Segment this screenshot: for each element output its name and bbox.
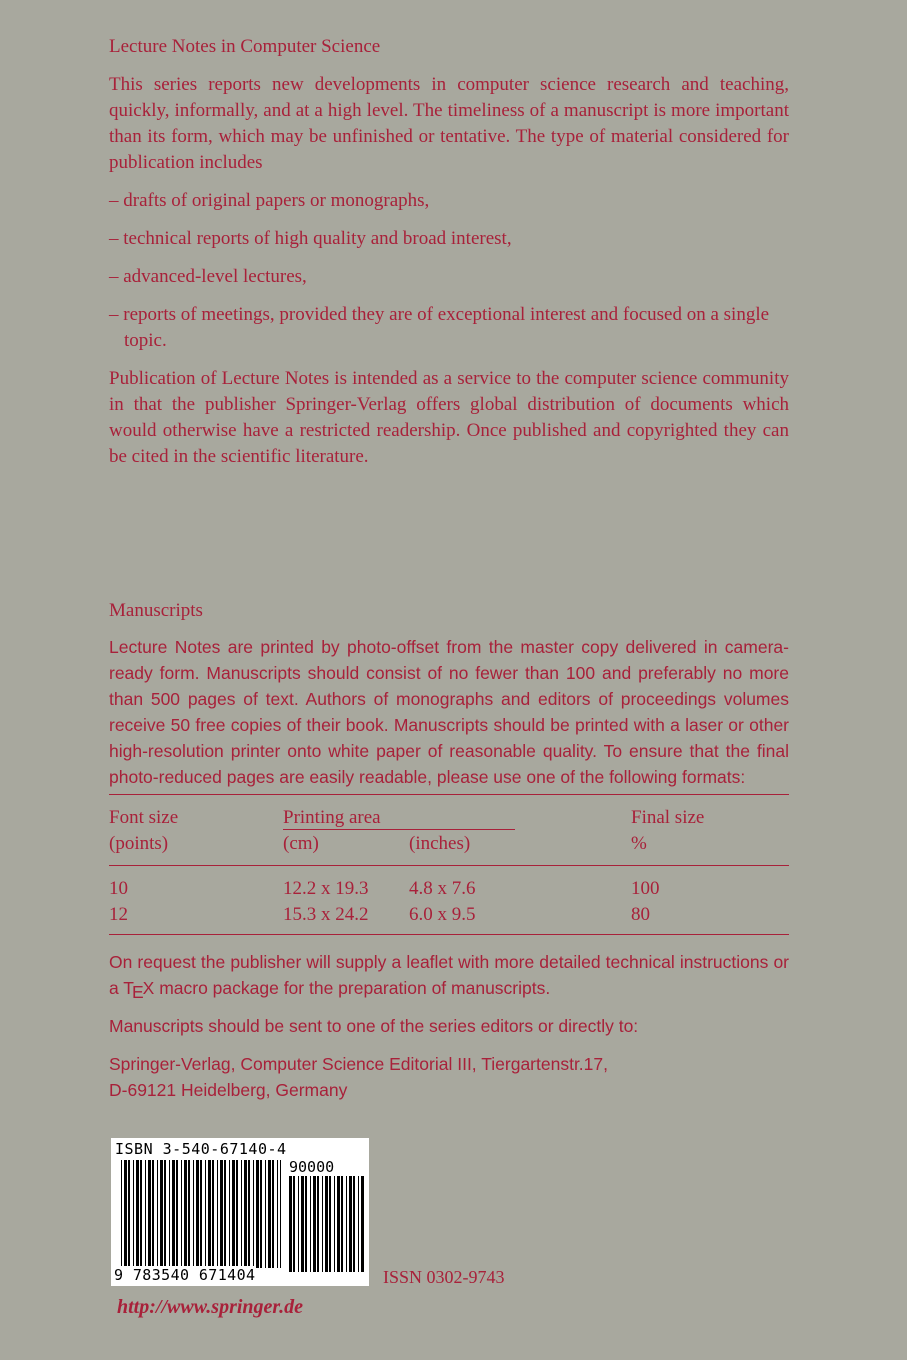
springer-url-link[interactable]: http://www.springer.de xyxy=(117,1296,303,1318)
cell-font: 10 xyxy=(109,878,128,899)
unit-cm: (cm) xyxy=(283,831,409,866)
cell-final: 80 xyxy=(631,904,650,925)
header-printing-area: Printing area xyxy=(283,807,515,830)
list-item: – technical reports of high quality and broad interest, xyxy=(109,228,512,249)
table-row xyxy=(109,902,789,935)
cell-final: 100 xyxy=(631,878,660,899)
isbn-text: ISBN 3-540-67140-4 xyxy=(115,1140,287,1158)
manuscripts-section xyxy=(109,600,789,1103)
unit-points: (points) xyxy=(109,831,283,866)
address-line-2: D-69121 Heidelberg, Germany xyxy=(109,1080,348,1100)
issn: ISSN 0302-9743 xyxy=(383,1267,505,1287)
list-item: – drafts of original papers or monographs, xyxy=(109,190,430,211)
list-item: – reports of meetings, provided they are of exceptional interest and focused on a single topic. xyxy=(109,304,770,351)
series-section xyxy=(109,36,789,482)
isbn-barcode xyxy=(111,1138,369,1286)
unit-inches: (inches) xyxy=(409,831,631,866)
header-final-size: Final size xyxy=(631,807,705,828)
table-units-row xyxy=(109,831,789,866)
request-paragraph: On request the publisher will supply a leaflet with more detailed technical instructions or a TEX macro package for the preparation of manuscripts. xyxy=(109,952,789,1002)
addon-bars xyxy=(289,1176,365,1272)
manuscripts-title: Manuscripts xyxy=(109,600,203,621)
formats-table xyxy=(109,794,789,935)
table-row xyxy=(109,866,789,903)
publication-paragraph: Publication of Lecture Notes is intended as a service to the computer science community in that the publisher Springer-Verlag offers global distribution of documents which would otherwise have a restricted readership. Once published and copyrighted they can be cited in the scientific literature. xyxy=(109,368,789,467)
cell-cm: 12.2 x 19.3 xyxy=(283,878,369,899)
series-intro: This series reports new developments in computer science research and teaching, quickly, informally, and at a high level. The timeliness of a manuscript is more important than its form, which may be unfinished or tentative. The type of material considered for publication includes xyxy=(109,74,789,173)
table-header-row xyxy=(109,795,789,832)
addon-number: 90000 xyxy=(289,1158,335,1176)
manuscripts-body: Lecture Notes are printed by photo-offset from the master copy delivered in camera-ready form. Manuscripts should consist of no fewer than 100 and preferably no more than 500 pages of text. Authors of monographs and editors of proceedings volumes receive 50 free copies of their book. Manuscripts should be printed with a laser or other high-resolution printer onto white paper of reasonable quality. To ensure that the final photo-reduced pages are easily readable, please use one of the following formats: xyxy=(109,637,789,787)
series-title: Lecture Notes in Computer Science xyxy=(109,36,381,57)
ean-bars xyxy=(121,1160,281,1268)
cell-inches: 4.8 x 7.6 xyxy=(409,878,476,899)
unit-percent: % xyxy=(631,831,789,866)
cell-cm: 15.3 x 24.2 xyxy=(283,904,369,925)
ean-number: 9 783540 671404 xyxy=(114,1266,256,1284)
address-line-1: Springer-Verlag, Computer Science Editorial III, Tiergartenstr.17, xyxy=(109,1054,608,1074)
material-list xyxy=(109,188,789,354)
list-item: – advanced-level lectures, xyxy=(109,266,307,287)
cell-font: 12 xyxy=(109,904,128,925)
header-font-size: Font size xyxy=(109,807,179,828)
cell-inches: 6.0 x 9.5 xyxy=(409,904,476,925)
send-paragraph: Manuscripts should be sent to one of the series editors or directly to: xyxy=(109,1016,639,1036)
